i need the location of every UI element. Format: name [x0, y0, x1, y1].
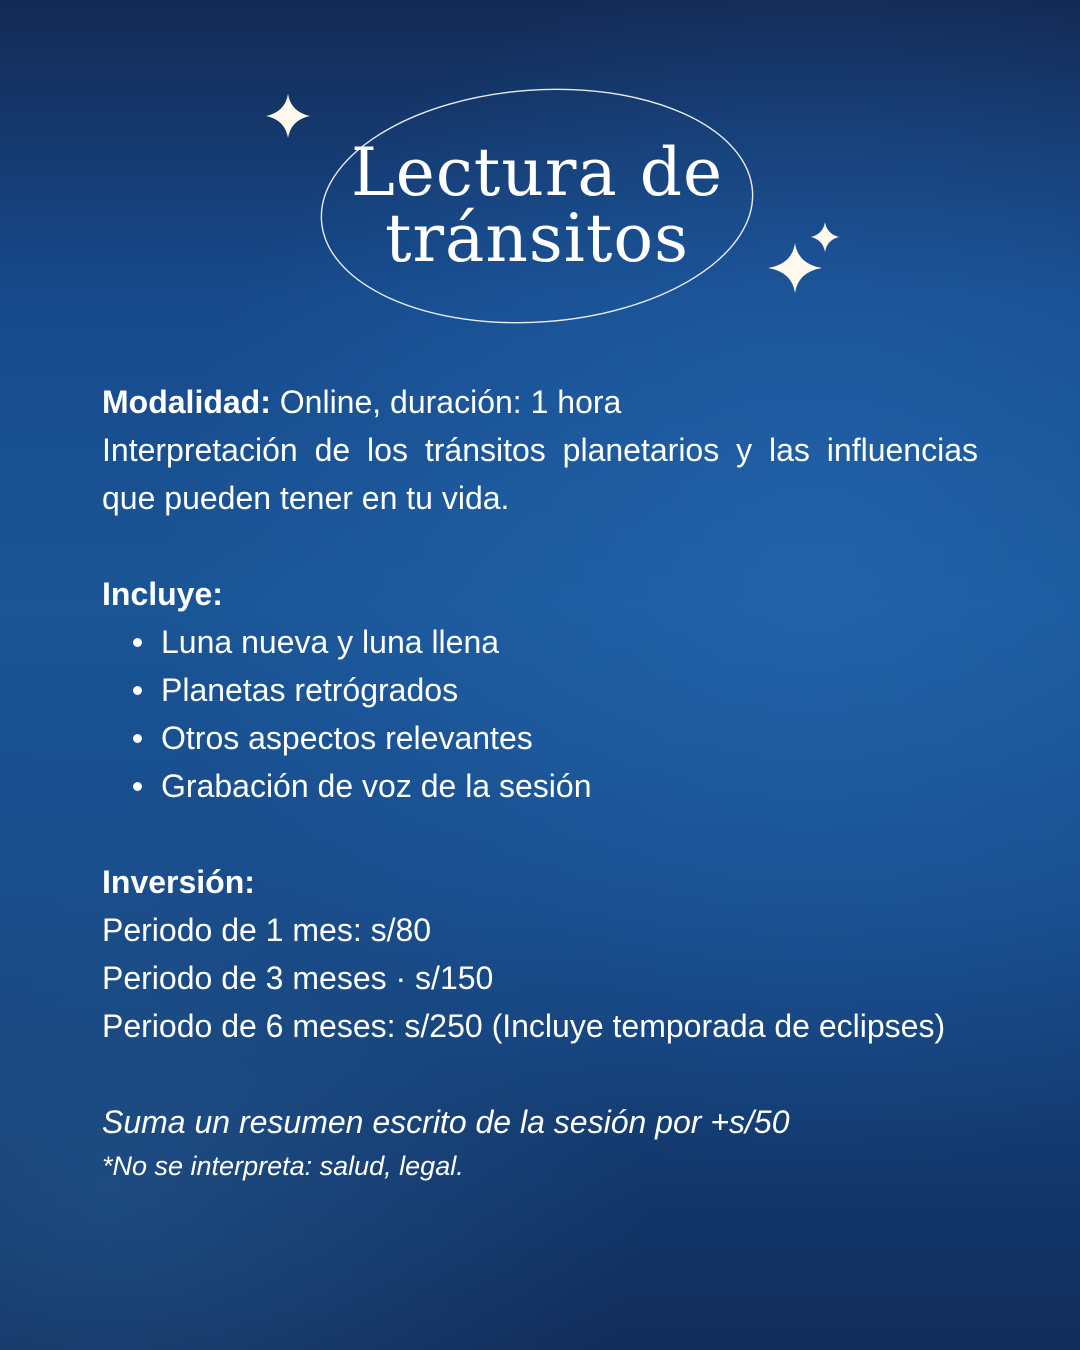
- title-area: [0, 0, 1080, 340]
- spacer: [102, 522, 978, 570]
- title-line-1: Lectura de: [350, 134, 724, 211]
- spacer: [102, 810, 978, 858]
- disclaimer-text: *No se interpreta: salud, legal.: [102, 1151, 464, 1181]
- list-item: Planetas retrógrados: [130, 666, 978, 714]
- addon-text: Suma un resumen escrito de la sesión por +s/50: [102, 1104, 790, 1140]
- modality-line: [102, 378, 978, 426]
- spacer: [102, 1050, 978, 1098]
- includes-heading: Incluye:: [102, 576, 223, 612]
- price-line: Periodo de 1 mes: s/80: [102, 912, 432, 948]
- investment-heading: Inversión:: [102, 864, 255, 900]
- price-line: Periodo de 6 meses: s/250 (Incluye temporada de eclipses): [102, 1008, 946, 1044]
- includes-list: [102, 618, 978, 810]
- content: [102, 378, 978, 1186]
- title-line-2: tránsitos: [384, 200, 690, 277]
- modality-value: Online, duración: 1 hora: [270, 384, 622, 420]
- list-item: Luna nueva y luna llena: [130, 618, 978, 666]
- sparkle-icon-left: [266, 94, 310, 138]
- list-item: Grabación de voz de la sesión: [130, 762, 978, 810]
- list-item: Otros aspectos relevantes: [130, 714, 978, 762]
- description: Interpretación de los tránsitos planetarios y las influencias que pueden tener en tu vida.: [102, 432, 978, 516]
- price-line: Periodo de 3 meses · s/150: [102, 960, 494, 996]
- modality-label: Modalidad:: [102, 384, 271, 420]
